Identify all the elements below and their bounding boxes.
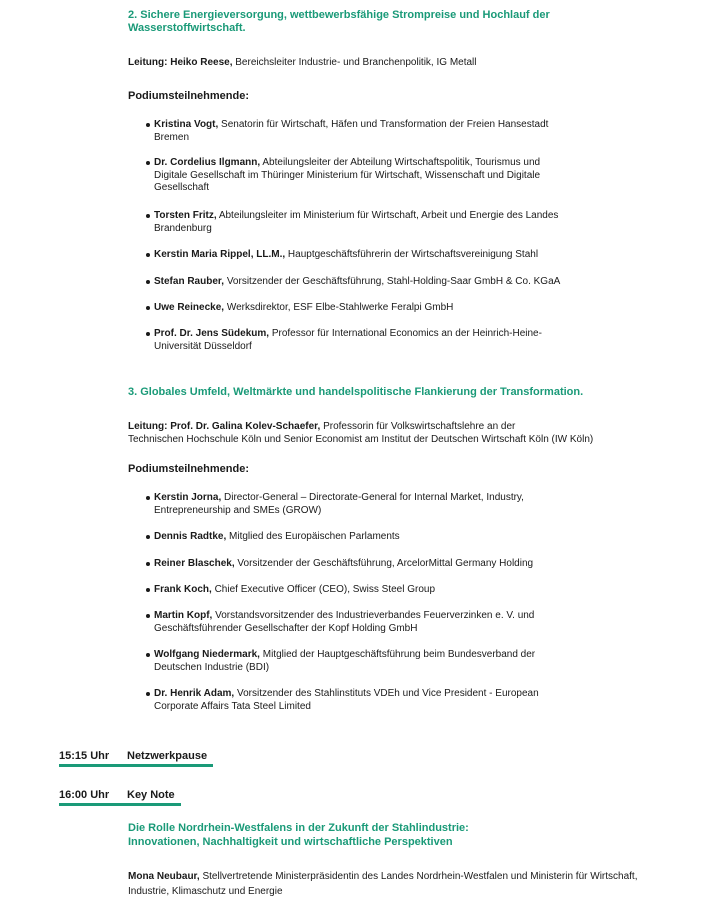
participant-role: Senatorin für Wirtschaft, Häfen und Transformation der Freien Hansestadt [221,119,549,130]
podium-heading: Podiumsteilnehmende: [128,463,250,475]
lead-role: Technischen Hochschule Köln und Senior Economist am Institut der Deutschen Wirtschaft Köln (IW Köln) [128,434,594,445]
schedule-time: 15:15 Uhr [59,750,110,762]
participant-name: Dennis Radtke, [154,531,227,542]
list-item [128,157,714,195]
participant-name: Torsten Fritz, [154,210,217,221]
participant-name: Uwe Reinecke, [154,302,225,313]
participant-name: Kristina Vogt, [154,119,219,130]
section-3-title-text: 3. Globales Umfeld, Weltmärkte und handelspolitische Flankierung der Transformation. [128,386,584,398]
keynote-speaker [128,869,708,899]
participant-role: Corporate Affairs Tata Steel Limited [154,700,311,712]
list-item [128,119,714,144]
participant-name: Wolfgang Niedermark, [154,649,260,660]
list-item [128,584,714,597]
lead-label: Leitung: [128,421,168,432]
section-3-title [128,386,698,399]
list-item [128,302,714,315]
lead-name: Heiko Reese, [170,57,233,68]
participant-name: Prof. Dr. Jens Südekum, [154,328,270,339]
lead-role: Bereichsleiter Industrie- und Branchenpolitik, IG Metall [235,57,477,68]
participant-role: Vorsitzender der Geschäftsführung, ArcelorMittal Germany Holding [237,558,534,569]
list-item [128,610,714,635]
section-3-podium-heading [128,463,698,475]
participant-role: Digitale Gesellschaft im Thüringer Ministerium für Wirtschaft, Wissenschaft und Digitale [154,169,541,181]
participant-name: Kerstin Maria Rippel, LL.M., [154,249,286,260]
speaker-role: Industrie, Klimaschutz und Energie [128,886,283,897]
schedule-row-netzwerkpause [59,750,213,767]
participant-role: Chief Executive Officer (CEO), Swiss Steel Group [214,584,436,595]
participant-role: Vorsitzender der Geschäftsführung, Stahl-Holding-Saar GmbH & Co. KGaA [226,276,561,287]
list-item [128,649,714,674]
list-item [128,210,714,235]
list-item [128,492,714,517]
list-item [128,276,714,289]
participant-role: Abteilungsleiter der Abteilung Wirtschaftspolitik, Tourismus und [262,157,541,168]
participant-role: Mitglied des Europäischen Parlaments [229,531,400,542]
podium-heading: Podiumsteilnehmende: [128,90,250,102]
participant-role: Brandenburg [154,222,212,234]
section-3-lead [128,420,698,446]
schedule-row-keynote [59,789,181,806]
participant-role: Werksdirektor, ESF Elbe-Stahlwerke Feralpi GmbH [226,302,454,313]
participant-role: Universität Düsseldorf [154,340,252,352]
speaker-name: Mona Neubaur, [128,871,200,882]
participant-role: Professor für International Economics an der Heinrich-Heine- [271,328,542,339]
participant-name: Kerstin Jorna, [154,492,222,503]
lead-label: Leitung: [128,57,168,68]
participant-role: Director-General – Directorate-General for Internal Market, Industry, [224,492,524,503]
participant-role: Deutschen Industrie (BDI) [154,661,270,673]
schedule-label: Netzwerkpause [127,750,208,762]
participant-name: Frank Koch, [154,584,212,595]
lead-role: Professorin für Volkswirtschaftslehre an der [323,421,516,432]
schedule-label: Key Note [127,789,175,801]
participant-name: Dr. Henrik Adam, [154,688,235,699]
list-item [128,249,714,262]
section-2-title-line1: 2. Sichere Energieversorgung, wettbewerbsfähige Strompreise und Hochlauf der [128,9,550,21]
participant-role: Hauptgeschäftsführerin der Wirtschaftsvereinigung Stahl [287,249,539,260]
participant-role: Bremen [154,131,190,143]
participant-name: Reiner Blaschek, [154,558,235,569]
keynote-title-line2: Innovationen, Nachhaltigkeit und wirtschaftliche Perspektiven [128,836,453,848]
keynote-title [128,821,698,849]
participant-role: Vorstandsvorsitzender des Industrieverbandes Feuerverzinken e. V. und [215,610,535,621]
keynote-title-line1: Die Rolle Nordrhein-Westfalens in der Zukunft der Stahlindustrie: [128,822,469,834]
lead-name: Prof. Dr. Galina Kolev-Schaefer, [170,421,321,432]
schedule-time: 16:00 Uhr [59,789,110,801]
participant-name: Dr. Cordelius Ilgmann, [154,157,261,168]
list-item [128,558,714,571]
list-item [128,688,714,713]
section-2-title-line2: Wasserstoffwirtschaft. [128,22,246,34]
section-2-podium-heading [128,90,698,102]
participant-name: Stefan Rauber, [154,276,225,287]
list-item [128,531,714,544]
participant-role: Abteilungsleiter im Ministerium für Wirtschaft, Arbeit und Energie des Landes [218,210,559,221]
participant-role: Vorsitzender des Stahlinstituts VDEh und Vice President - European [237,688,539,699]
participant-role: Gesellschaft [154,182,210,193]
participant-name: Martin Kopf, [154,610,213,621]
section-2-lead [128,56,698,69]
participant-role: Entrepreneurship and SMEs (GROW) [154,504,322,516]
list-item [128,328,714,353]
section-2-title [128,9,698,35]
participant-role: Mitglied der Hauptgeschäftsführung beim Bundesverband der [262,649,536,660]
participant-role: Geschäftsführender Gesellschafter der Kopf Holding GmbH [154,622,418,634]
speaker-role: Stellvertretende Ministerpräsidentin des Landes Nordrhein-Westfalen und Ministerin für Wirtschaft, [202,871,638,882]
